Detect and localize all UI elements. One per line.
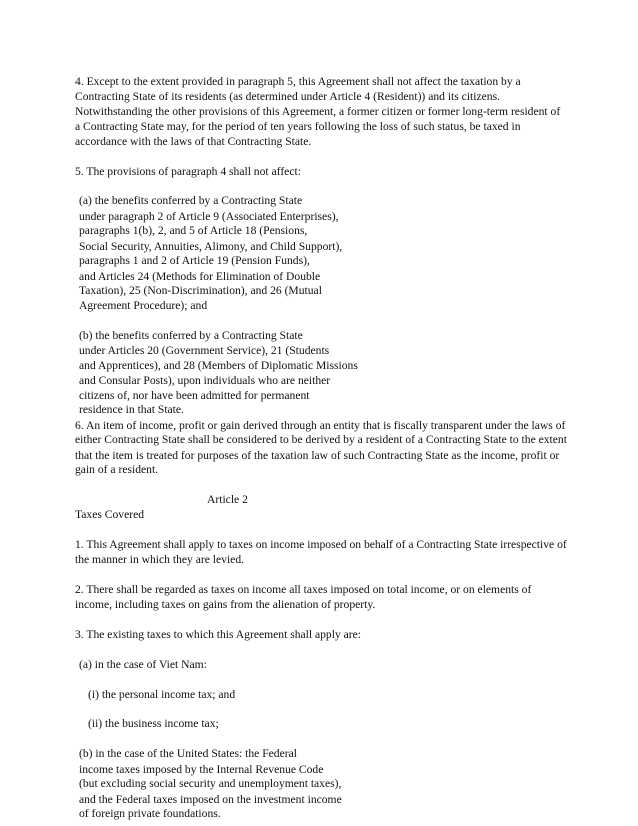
para-4-line-5: accordance with the laws of that Contracting State. (75, 134, 312, 148)
para-6-line-1: 6. An item of income, profit or gain derived through an entity that is fiscally transparent under the laws of (75, 418, 566, 432)
a2-para-1-line-1: 1. This Agreement shall apply to taxes on income imposed on behalf of a Contracting State irrespective of (75, 538, 567, 552)
a2-para-3b-line-3: (but excluding social security and unemployment taxes), (79, 777, 342, 791)
para-5a-line-5: paragraphs 1 and 2 of Article 19 (Pension Funds), (79, 254, 310, 268)
a2-para-3a-i: (i) the personal income tax; and (88, 687, 236, 701)
a2-para-3a: (a) in the case of Viet Nam: (79, 657, 207, 671)
para-5a-line-7: Taxation), 25 (Non-Discrimination), and 26 (Mutual (79, 284, 322, 297)
a2-para-3b-line-5: of foreign private foundations. (79, 807, 221, 820)
para-5a-line-2: under paragraph 2 of Article 9 (Associated Enterprises), (79, 209, 339, 223)
a2-para-2-line-2: income, including taxes on gains from the alienation of property. (75, 598, 376, 611)
para-5b-line-4: and Consular Posts), upon individuals who are neither (79, 373, 331, 387)
para-4-line-3: Notwithstanding the other provisions of this Agreement, a former citizen or former long-term resident of (75, 104, 561, 118)
a2-para-3a-ii: (ii) the business income tax; (88, 717, 219, 731)
para-5b-line-6: residence in that State. (79, 403, 184, 417)
para-5-intro: 5. The provisions of paragraph 4 shall not affect: (75, 164, 301, 178)
para-4-line-2: Contracting State of its residents (as determined under Article 4 (Resident)) and its citizens. (75, 90, 500, 104)
para-5a-line-3: paragraphs 1(b), 2, and 5 of Article 18 (Pensions, (79, 224, 308, 238)
para-4-line-1: 4. Except to the extent provided in paragraph 5, this Agreement shall not affect the taxation by a (75, 75, 521, 88)
para-6-line-2: either Contracting State shall be considered to be derived by a resident of a Contracting State to the extent (75, 433, 567, 447)
article-2-heading: Article 2 (207, 493, 248, 506)
a2-para-3b-line-1: (b) in the case of the United States: the Federal (79, 747, 297, 761)
para-5b-line-3: and Apprentices), and 28 (Members of Diplomatic Missions (79, 359, 358, 373)
para-5b-line-5: citizens of, nor have been admitted for permanent (79, 389, 310, 402)
article-2-title: Taxes Covered (75, 508, 145, 522)
a2-para-1-line-2: the manner in which they are levied. (75, 552, 245, 566)
para-4-line-4: a Contracting State may, for the period of ten years following the loss of such status, be taxed in (75, 120, 521, 134)
para-5a-line-8: Agreement Procedure); and (79, 299, 208, 313)
a2-para-3-intro: 3. The existing taxes to which this Agreement shall apply are: (75, 627, 362, 641)
para-6-line-3: that the item is treated for purposes of the taxation law of such Contracting State as the income, profit or (75, 448, 560, 462)
para-5a-line-6: and Articles 24 (Methods for Elimination of Double (79, 269, 321, 283)
a2-para-3b-line-4: and the Federal taxes imposed on the investment income (79, 792, 342, 806)
para-5b-line-1: (b) the benefits conferred by a Contracting State (79, 329, 303, 343)
para-5a-line-4: Social Security, Annuities, Alimony, and Child Support), (79, 239, 343, 253)
a2-para-2-line-1: 2. There shall be regarded as taxes on income all taxes imposed on total income, or on elements of (75, 582, 532, 596)
a2-para-3b-line-2: income taxes imposed by the Internal Revenue Code (79, 762, 324, 776)
para-5b-line-2: under Articles 20 (Government Service), 21 (Students (79, 343, 330, 357)
para-5a-line-1: (a) the benefits conferred by a Contracting State (79, 194, 303, 208)
para-6-line-4: gain of a resident. (75, 463, 159, 477)
